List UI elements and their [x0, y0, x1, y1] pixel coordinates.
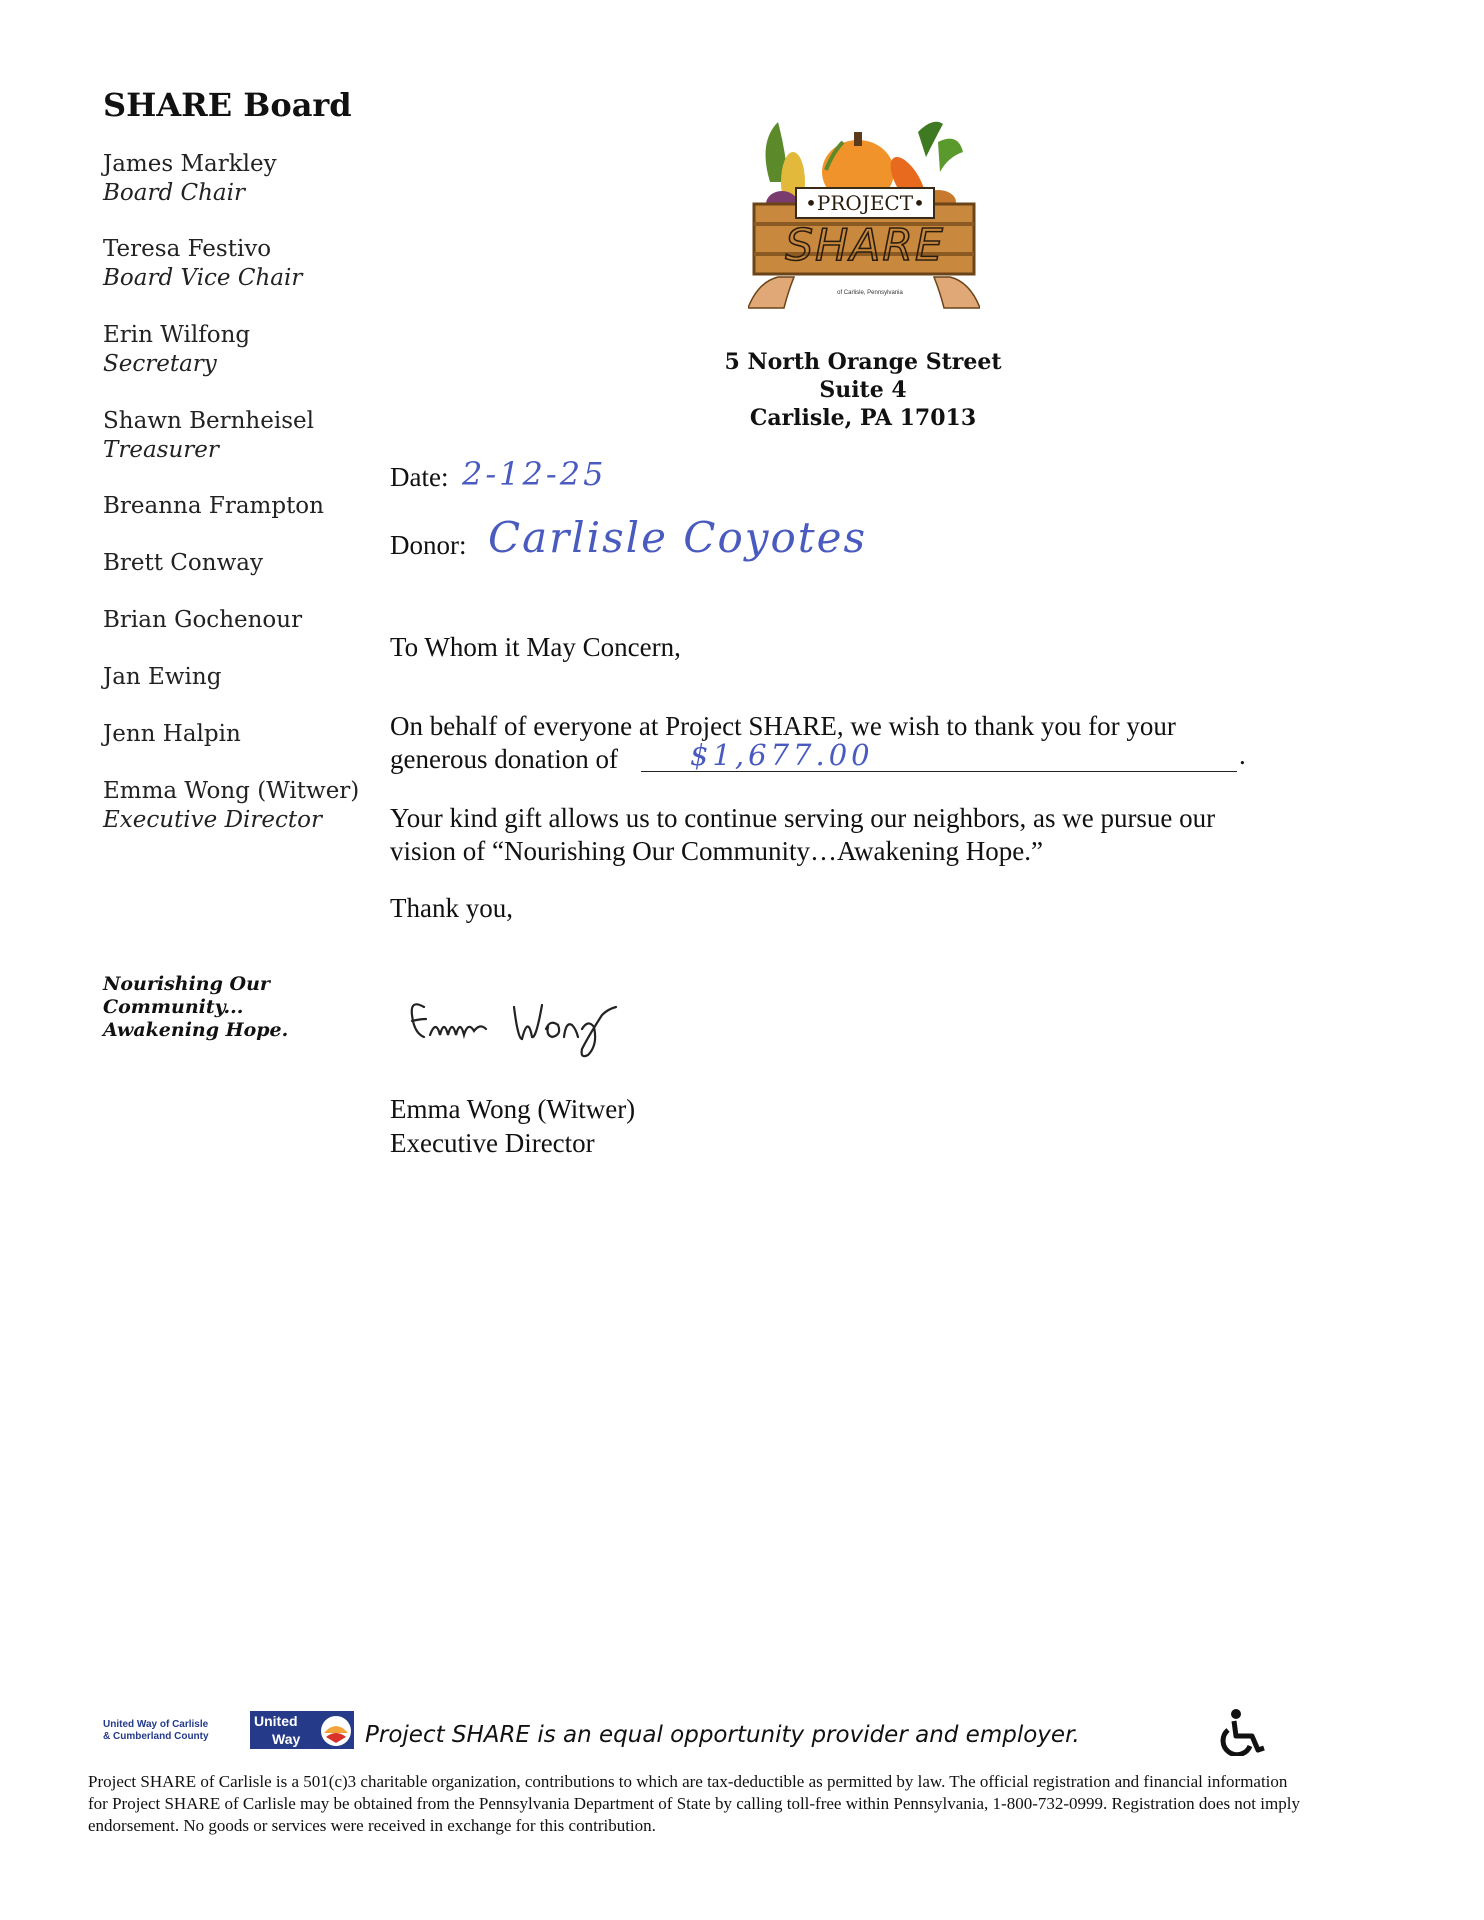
united-way-logo-line: United: [254, 1713, 298, 1729]
paragraph-2-line-2: vision of “Nourishing Our Community…Awakening Hope.”: [390, 836, 1043, 866]
member-name: Shawn Bernheisel: [103, 408, 314, 434]
member-name: Emma Wong (Witwer): [103, 778, 360, 804]
board-member: [103, 606, 302, 635]
member-role: Executive Director: [103, 807, 322, 833]
donor-label: Donor:: [390, 530, 467, 560]
donation-amount: $1,677.00: [690, 738, 874, 772]
member-name: Erin Wilfong: [103, 322, 251, 348]
date-label: Date:: [390, 462, 449, 492]
address-line: Suite 4: [819, 377, 907, 403]
member-name: Brian Gochenour: [103, 607, 303, 633]
signature: [402, 985, 622, 1065]
member-role: Board Chair: [103, 180, 245, 206]
united-way-line: & Cumberland County: [103, 1731, 209, 1742]
united-way-logo-line: Way: [272, 1731, 301, 1747]
board-member: [103, 407, 314, 465]
logo-text: •PROJECT•: [805, 191, 925, 215]
logo-subtext: of Carlisle, Pennsylvania: [837, 290, 903, 296]
period: .: [1239, 740, 1246, 770]
tagline-line: Community...: [103, 996, 244, 1018]
member-name: Jenn Halpin: [103, 721, 241, 747]
board-title: SHARE Board: [103, 86, 352, 124]
member-name: James Markley: [103, 151, 277, 177]
address-block: [700, 348, 1026, 432]
address-line: 5 North Orange Street: [724, 349, 1002, 375]
donor-value: Carlisle Coyotes: [488, 513, 868, 562]
united-way-text: [103, 1719, 209, 1743]
member-name: Jan Ewing: [103, 664, 222, 690]
signer-block: [390, 1092, 635, 1160]
legal-disclaimer: Project SHARE of Carlisle is a 501(c)3 charitable organization, contributions to which are tax-deductible as permitted by law. The official registration and financial information for Project SHARE of Carlisle may be obtained from the Pennsylvania Department of State by calling toll-free within Pennsylvania, 1-800-732-0999. Registration does not imply endorsement. No goods or services were received in exchange for this contribution.: [88, 1772, 1300, 1835]
tagline-line: Awakening Hope.: [103, 1019, 289, 1041]
equal-opportunity-statement: Project SHARE is an equal opportunity provider and employer.: [365, 1722, 1080, 1748]
member-name: Brett Conway: [103, 550, 263, 576]
member-role: Treasurer: [103, 437, 219, 463]
board-member: [103, 235, 302, 293]
logo-share-text: SHARE: [785, 220, 945, 271]
united-way-line: United Way of Carlisle: [103, 1719, 209, 1730]
paragraph-2-line-1: Your kind gift allows us to continue serving our neighbors, as we pursue our: [390, 803, 1216, 833]
signer-name: Emma Wong (Witwer): [390, 1094, 636, 1124]
project-share-logo: [748, 112, 980, 312]
board-member: [103, 663, 221, 692]
board-member: [103, 321, 250, 379]
board-member: [103, 549, 263, 578]
board-member: [103, 777, 359, 835]
board-member: [103, 150, 277, 208]
signer-title: Executive Director: [390, 1128, 595, 1158]
member-name: Breanna Frampton: [103, 493, 324, 519]
tagline: [103, 973, 288, 1042]
united-way-logo: [250, 1711, 354, 1749]
closing: Thank you,: [390, 893, 513, 923]
paragraph-1-line-2: generous donation of: [390, 744, 618, 774]
tagline-line: Nourishing Our: [103, 973, 270, 995]
board-member: [103, 720, 241, 749]
wheelchair-icon: [1208, 1708, 1270, 1756]
paragraph-1-line-1: On behalf of everyone at Project SHARE, we wish to thank you for your: [390, 711, 1176, 741]
date-value: 2-12-25: [462, 455, 607, 493]
board-member: [103, 492, 324, 521]
salutation: To Whom it May Concern,: [390, 632, 681, 662]
signature-text: Emma Wong: [402, 985, 408, 986]
address-line: Carlisle, PA 17013: [749, 405, 977, 431]
member-name: Teresa Festivo: [103, 236, 272, 262]
member-role: Board Vice Chair: [103, 265, 303, 291]
member-role: Secretary: [103, 351, 217, 377]
